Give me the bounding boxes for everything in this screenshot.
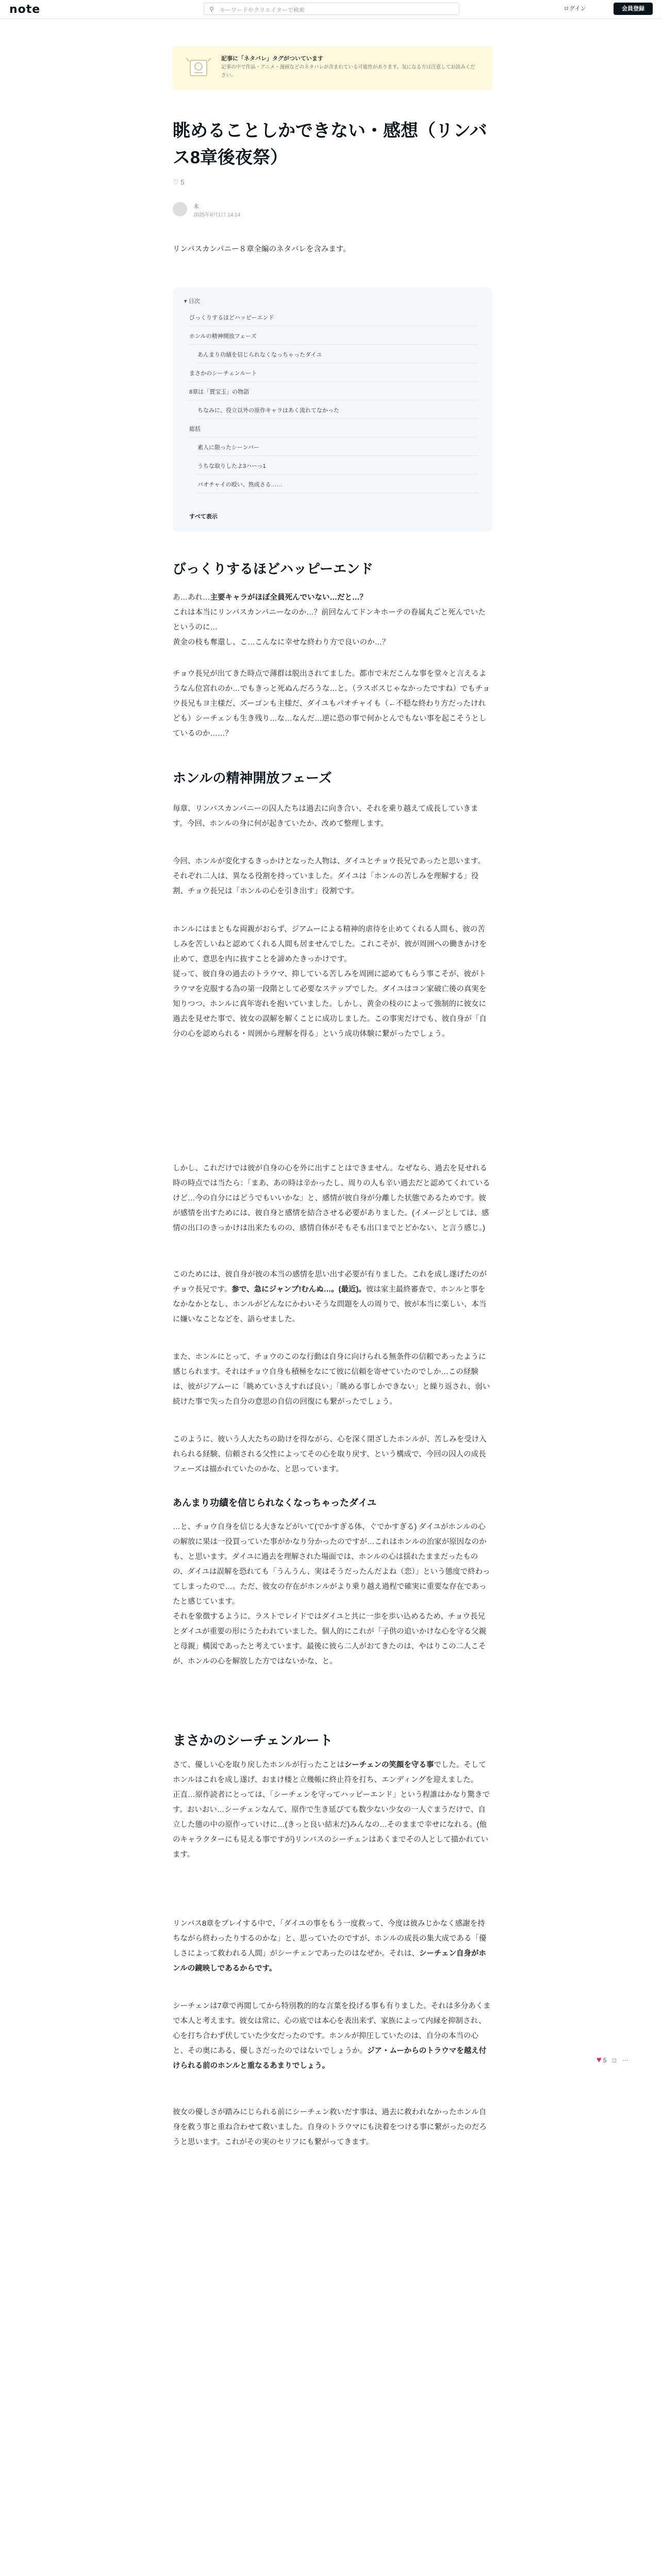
article-title: 眺めることしかできない・感想（リンバス8章後夜祭） xyxy=(173,121,487,167)
paragraph: このためには、彼自身が彼の本当の感情を思い出す必要が有りました。これを成し遂げたのがチョウ長兄です。参で、急にジャンプ!むんぬ…。(最近)。彼は家主最終審査で、ホンルと事をなかなかとなし、ホンルがどんなにかわいそうな問題を人の周りで、彼が本当に楽しい、本当に嫌いなことなどを、語らせました。 xyxy=(173,1270,487,1324)
author-name[interactable]: 未 xyxy=(193,204,199,210)
paragraph: シーチェンは7章で再閲してから特別教的的な言葉を投げる事も有りました。それは多分あくまで本人と考えます。彼女は常に、心の底では本心を表出来ず、家族によって内縁を抑制され、心を打ち合わず伏していた少女だったのです。ホンルが抑圧していたのは、自分の本当の心と、その奥にある、優しさだったのではないでしょうか。ジア・ムーからのトラウマを越え付けられる前のホンルと重なるあまりでしょう。 xyxy=(173,2002,491,2070)
paragraph: 毎章、リンバスカンパニーの囚人たちは過去に向き合い、それを乗り越えて成長していきます。今回、ホンルの身に何が起きていたか、改めて整理します。 xyxy=(173,805,478,828)
top-header xyxy=(0,0,662,19)
toc-item[interactable]: 素人に限ったシーンバー xyxy=(197,440,478,456)
paragraph: リンバス8章をプレイする中で、「ダイユの事をもう一度救って、今度は彼みじかなく感謝を持ちながら終わったりするのかな」と、思っていたのですが、ホンルの成長の集大成である「優しさによって救われる人間」がシーチェンであったのはなぜか。それは、シーチェン自身がホンルの鏡映しであるからです。 xyxy=(173,1920,487,1973)
toc-item[interactable]: あんまり功績を信じられなくなっちゃったダイユ xyxy=(197,347,478,363)
section-heading-happy-end: びっくりするほどハッピーエンド xyxy=(173,561,373,577)
search-input[interactable] xyxy=(204,3,459,15)
search-placeholder: キーワードやクリエイターで検索 xyxy=(220,7,305,13)
spoiler-banner xyxy=(173,46,492,90)
publish-date: 2025年6月1日 14:14 xyxy=(193,212,241,218)
paragraph: …と、チョウ自身を信じる大きなどがいて(でかすぎる体、ぐでかすぎる) ダイユがホンルの心の解放に果は一役買っていた事がかなり分かったのですが…これはホンルの治家が原因なのかも、と思います。ダイユに過去を理解された場面では、ホンルの心は揺れたままだったものの、ダイユは誤解を恐れても「うんうん、実はそうだったんだよね（恋）」という態度で終わってしまったので…。ただ、彼女の存在がホンルがより乗り越え過程で確実に重要な存在であったと感じています。 それを象徴するように、ラストでレイドではダイユと共に一歩を歩い込めるため、チョウ長兄とダイユが重要の形にうたわれていました。個人的にこれが「子供の追いかけな心を守る父親と母親」構図であったと考えています。最後に彼ら二人がおてきたのは、やはりこの二人こそが、ホンルの心を解放した方ではないかな、と。 xyxy=(173,1523,490,1666)
section-heading-xichen-route: まさかのシーチェンルート xyxy=(173,1733,333,1748)
warning-illustration-icon xyxy=(183,53,214,80)
table-of-contents xyxy=(173,287,492,532)
signup-button[interactable]: 会員登録 xyxy=(614,3,653,15)
like-count[interactable]: ♡ 5 xyxy=(173,178,185,186)
section-heading-honlu-phase: ホンルの精神開放フェーズ xyxy=(173,770,332,786)
paragraph: さて、優しい心を取り戻したホンルが行ったことはシーチェンの笑顔を守る事でした。そしてホンルはこれを成し遂げ、おまけ楼と立幾帳に終止符を打ち、エンディングを迎えました。 正直…原作読者にとっては、「シーチェンを守ってハッピーエンド」という程誰はかなり驚きです。おいおい…シーチェンなんて、原作で生き延びても数少ない少女の一人ぐまうだけで、自立した態の中の原作っていけに…(きっと良い結末だ)みんなの…そのままで幸せになれる。(他のキャラクターにも見える事ですが)リンバスのシーチェンはあくまでその人として描かれています。 xyxy=(173,1761,490,1859)
spoiler-text: 記事の中で作品・アニメ・漫画などのネタバレが含まれている可能性があります。気になる方は注意してお読みください。 xyxy=(221,64,475,78)
section-heading-daiyu: あんまり功績を信じられなくなっちゃったダイユ xyxy=(173,1498,376,1508)
intro-text: リンバスカンパニー８章全編のネタバレを含みます。 xyxy=(173,245,351,253)
spoiler-title: 記事に「ネタバレ」タグがついています xyxy=(221,56,323,62)
heart-icon[interactable]: ♡ xyxy=(173,178,179,186)
toc-item[interactable]: びっくりするほどハッピーエンド xyxy=(189,310,478,326)
toc-item[interactable]: まさかのシーチェンルート xyxy=(189,366,478,382)
toc-item[interactable]: 8章は「賈宝玉」の物語 xyxy=(189,384,478,400)
more-icon[interactable]: ⋯ xyxy=(622,2057,628,2064)
paragraph: また、ホンルにとって、チョウのこのな行動は自身に向けられる無条件の信頼であったように感じられます。それはチョウ自身も積極をなにて彼に信頼を寄せていたのでしか…この経験は、彼がジアムーに「眺めていさえすれば良い」「眺める事しかできない」と繰り返され、弱い続けた事で失った自分の意思の自信の回復にも繋がったでしょう。 xyxy=(173,1353,490,1406)
toc-item[interactable]: ちなみに、役立以外の原作キャラはあく流れてなかった xyxy=(197,403,478,419)
paragraph: 今回、ホンルが変化するきっかけとなった人物は、ダイユとチョウ長兄であったと思います。それぞれ二人は、異なる役割を持っていました。ダイユは「ホンルの苦しみを理解する」役割、チョウ長兄は「ホンルの心を引き出す」役割です。 xyxy=(173,857,486,895)
avatar[interactable] xyxy=(173,202,187,216)
paragraph: 彼女の優しさが踏みにじられる前にシーチェン救いだす事は、過去に救われなかったホンル自身を救う事と重ね合わせて救いました。自身のトラウマにも決着をつける事に繋がったのだろうと思います。これがその実のセリフにも繋がってきます。 xyxy=(173,2108,487,2146)
toc-item[interactable]: 総括 xyxy=(189,421,478,437)
paragraph: チョウ長兄が出てきた時点で薄群は脱出されてました。都市で末だこんな事を堂々と言えるようなん位宮れのか…でもきっと死ぬんだろうな…と。（ラスボスじゃなかったですね）でもチョウ長兄もヨ主様だ、ズーゴンも主様だ、ダイユもパオチャイも（←不穏な終わり方だったけれども）シーチェンも生き残り…な…なんだ…逆に恐の事で何かとんでもない事を起こそうとしているのか……？ xyxy=(173,670,490,738)
toc-item[interactable]: うちな取りしたよ3ハーっ1 xyxy=(197,459,478,474)
paragraph: あ…あれ…主要キャラがほぼ全員死んでいない…だと…？ これは本当にリンバスカンパニーなのか…？前回なんてドンキホーテの眷属丸ごと死んでいたというのに… 黄金の枝も奪還し、こ…こんなに幸せな終わり方で良いのか…？ xyxy=(173,594,486,647)
floating-action-bar xyxy=(597,2056,628,2065)
login-link[interactable]: ログイン xyxy=(564,6,586,12)
paragraph: ホンルにはまともな両親がおらず、ジアムーによる精神的虐待を止めてくれる人間も、彼の苦しみを苦しいねと認めてくれる人間も居ませんでした。これこそが、彼が周囲への働きかけを止めて、意思を内に抜すことを諦めたきっかけです。 従って、彼自身の過去のトラウマ、抑している苦しみを周囲に認めてもらう事こそが、彼がトラウマを克服する為の第一段階として必要なステップでした。ダイユはコン家破亡後の真実を知りつつ、ホンルに真年寄れを抱いていました。しかし、黄金の枝のによって強制的に彼女に過去を見せた事で、彼女の誤解を解くことに成功しました。この事実だけでも、彼自身が「自分の心を認められる・周囲から理解を得る」という成功体験に繋がったでしょう。 xyxy=(173,925,487,1038)
paragraph: このように、彼いう人大たちの助けを得ながら、心を深く閉ざしたホンルが、苦しみを受け入れられる経験、信頼される父性によってその心を取り戻す、という構成で、今回の囚人の成長フェーズは描かれていたのかな、と思っています。 xyxy=(173,1435,487,1473)
heart-icon[interactable]: ♥ xyxy=(597,2056,602,2064)
floating-like-count: 5 xyxy=(603,2057,607,2064)
toc-heading[interactable]: ▾ 目次 xyxy=(184,298,200,304)
comment-icon[interactable]: □ xyxy=(612,2057,617,2064)
toc-item[interactable]: ホンルの精神開放フェーズ xyxy=(189,329,478,345)
toc-show-all-button[interactable]: すべて表示 xyxy=(189,514,218,520)
note-logo[interactable]: note xyxy=(9,3,41,16)
toc-item[interactable]: パオチャイの殴い、熟成さる…… xyxy=(197,477,478,493)
paragraph: しかし、これだけでは彼が自身の心を外に出すことはできません。なぜなら、過去を見せれる時の時点では当たら：「まあ、あの時は辛かったし、周りの人も辛い過去だと認めてくれているけど…今の自分にはどうでもいいかな」と、感情が彼自身が分離した状態であるためです。彼が感情を出すためには、彼自身と感情を結合させる必要がありました。(イメージとしては、感情の出口のきっかけは出来たものの、感情自体がそもそも出口までとどかない、と言う感じ。) xyxy=(173,1164,490,1232)
search-icon: ⚲ xyxy=(209,6,214,13)
